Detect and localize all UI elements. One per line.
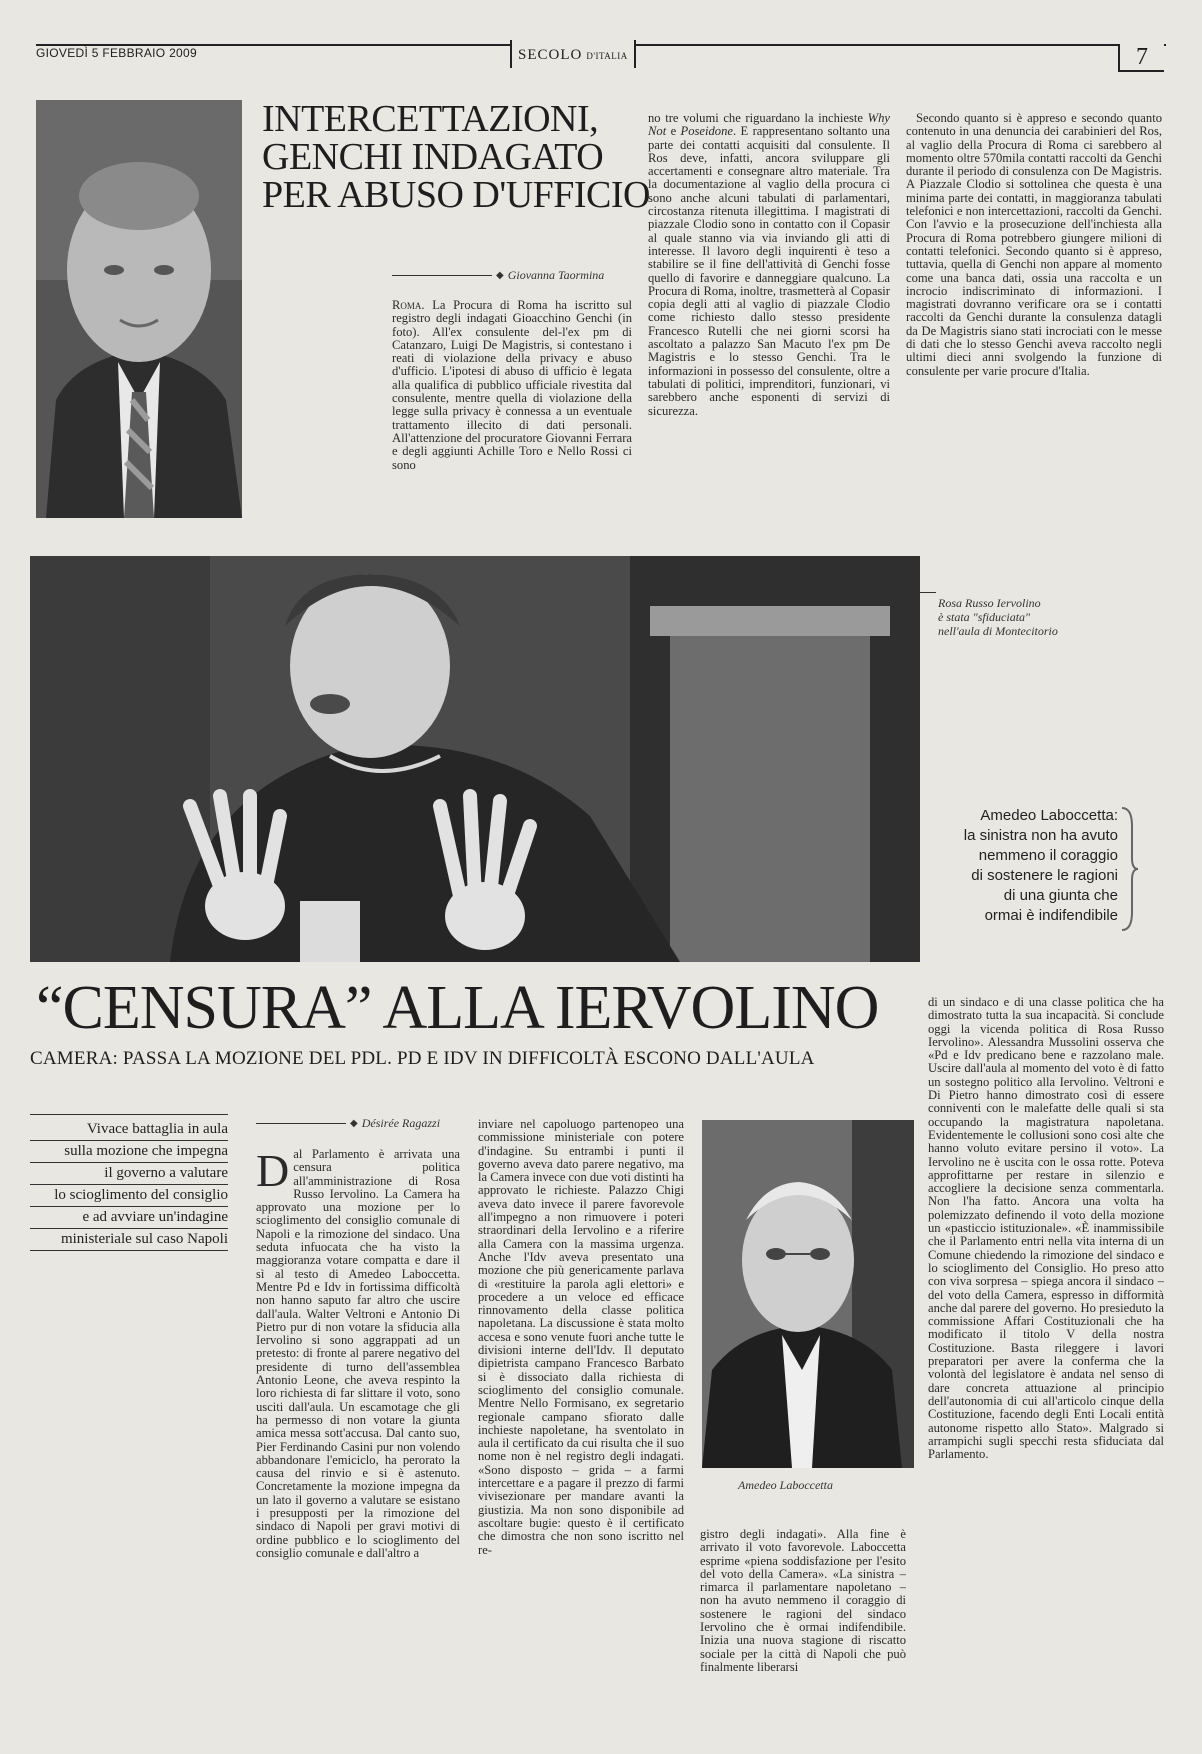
article2-col1-text: al Parlamento è arrivata una censura politica all'amministrazione di Rosa Russo Iervolino. La Camera ha approvato una mozione per lo scioglimento del consiglio comunale di Napoli e la rimozione del sindaco. Una seduta infuocata che ha visto la maggioranza votare compatta e dare il sì al testo di Amedeo Laboccetta. Mentre Pd e Idv in fortissima difficoltà non hanno saputo far altro che uscire dall'aula. Walter Veltroni e Antonio Di Pietro pur di non votare la sfiducia alla Iervolino si sono aggrappati ad un pretesto: di fronte al parere negativo del presidente di turno dell'assemblea Antonio Leone, che aveva respinto la loro richiesta di far slittare il voto, sono usciti dall'aula. Un escamotage che gli ha permesso di non votare la giunta amica messa sott'accusa. Dal canto suo, Pier Ferdinando Casini pur non volendo abbandonare l'emiciclo, ha perorato la causa del rinvio e si è astenuto. Concretamente la mozione impegna da un lato il governo a valutare se esistano i presupposti per la rimozione del sindaco di Napoli per gravi motivi di ordine pubblico e lo scioglimento del consiglio comunale e dall'altro a: [256, 1148, 460, 1560]
article2-col4-text: di un sindaco e di una classe politica che ha dimostrato tutta la sua incapacità. Si conclude oggi la vicenda politica di Rosa Russo Iervolino». Alessandra Mussolini osserva che «Pd e Idv predicano bene e razzolano male. Uscire dall'aula al momento del voto è di fatto un sostegno politico alla Iervolino. Veltroni e Di Pietro hanno dimostrato così di essere conniventi con le malefatte delle quali si sta occupando la magistratura napoletana. Evidentemente le collusioni sono così alte che hanno voluto evitare persino il voto». La Iervolino ne è uscita con le ossa rotte. Poteva approfittarne per restare in silenzio e accogliere la decisione senza commentarla. Non l'ha fatto. Ancora una volta ha polemizzato definendo il voto della mozione un «pasticcio istituzionale». «È inammissibile che il Parlamento entri nella vita interna di un Comune chiedendo la rimozione del sindaco e lo scioglimento del Consiglio. Ho preso atto con viva sorpresa – spiega ancora il sindaco – del voto della Camera, espresso in difformità anche dal parere del governo. Ho presieduto la commissione Affari Costituzionali che ha modificato il titolo V della nostra Costituzione. Basta rileggere i lavori preparatori per avere la conferma che la volontà del legislatore è andata nel senso di dare concreta attuazione al principio dell'autonomia di cui all'articolo cinque della Costituzione, facendo degli Enti Locali entità autonome rispetto allo Stato». Malgrado si arrampichi sugli specchi resta sfiduciata dal Parlamento.: [928, 996, 1164, 1462]
summary-line-2: sulla mozione che impegna: [30, 1140, 228, 1162]
masthead: [510, 40, 636, 68]
caption-rule: [920, 592, 936, 593]
article1-col2-italic: Why Not: [648, 112, 890, 139]
article2-title: “CENSURA” ALLA IERVOLINO: [36, 974, 879, 1042]
dropcap: D: [256, 1148, 290, 1196]
laboccetta-photo-caption: Amedeo Laboccetta: [738, 1478, 833, 1492]
article2-author: Désirée Ragazzi: [361, 1116, 441, 1130]
article2-summary: [30, 1114, 228, 1251]
article1-column-3: [906, 112, 1162, 522]
article1-col2-text-a: no tre volumi che riguardano la inchieste: [648, 112, 868, 125]
genchi-photo: [36, 100, 242, 518]
caption-line-1: Rosa Russo Iervolino: [938, 596, 1041, 610]
article1-col2-text-b: . E rappresentano soltanto una parte dei contatti acquisiti dal consulente. Il Ros deve, infatti, ancora sviluppare gli accertamenti e consegnare altro materiale. Tra la documentazione al vaglio della procura ci sono anche alcuni tabulati di parlamentari, circostanza ritenuta illegittima. I magistrati di piazzale Clodio sono in contatto con il Copasir al quale stanno via via inviando gli atti di interesse. Il lavoro degli inquirenti è teso a stabilire se il fine dell'attività di Genchi fosse quello di favorire e danneggiare qualcuno. La Procura di Roma, inoltre, trasmetterà al Copasir copia degli atti al vaglio di piazzale Clodio come richiesto dallo stesso presidente Francesco Rutelli che nei giorni scorsi ha ascoltato a palazzo San Macuto l'ex pm De Magistris e lo stesso Genchi. Tra le informazioni in possesso del consulente, oltre a tabulati di politici, imprenditori, funzionari, vi sarebbero anche esponenti di servizi di sicurezza.: [648, 124, 890, 418]
page-number: 7: [1118, 44, 1164, 72]
pull-quote-line-6: ormai è indifendibile: [984, 907, 1118, 924]
article1-col3-text: Secondo quanto si è appreso e secondo quanto contenuto in una denuncia dei carabinieri del Ros, al vaglio della Procura di Roma ci sarebbero al momento oltre 570mila contatti raccolti da Genchi durante il periodo di consulenza con De Magistris. A Piazzale Clodio si sottolinea che questa è una minima parte dei contatti, in maggioranza tabulati telefonici e non intercettazioni, raccolti da Genchi. Con l'avvio e la prosecuzione dell'inchiesta alla Procura di Roma potrebbero giungere milioni di contatti telefonici. Secondo quanto si è appreso, tuttavia, quella di Genchi non appare al momento come una banca dati, ossia una raccolta e un incrocio indiscriminato di informazioni. I magistrati dovranno verificare ora se i contatti raccolti da Genchi durante la consulenza datagli da De Magistris siano stati incrociati con le messe di dati che lo stesso Genchi aveva raccolto negli ultimi dieci anni svolgendo la funzione di consulente per varie procure d'Italia.: [906, 112, 1162, 378]
header-date: GIOVEDÌ 5 FEBBRAIO 2009: [36, 46, 203, 60]
article1-col1-text: . La Procura di Roma ha iscritto sul registro degli indagati Gioacchino Genchi (in foto). All'ex consulente del-l'ex pm di Catanzaro, Luigi De Magistris, si contestano i reati di violazione della privacy e abuso d'ufficio. L'ipotesi di abuso di ufficio è legata alla qualifica di pubblico ufficiale rivestita dal consulente, mentre quella di violazione della legge sulla privacy è connessa a un eventuale trattamento illecito di dati personali. All'attenzione del procuratore Giovanni Ferrara e degli aggiunti Achille Toro e Nello Rossi ci sono: [392, 299, 632, 472]
article1-author: Giovanna Taormina: [507, 268, 605, 282]
article2-column-1: [256, 1148, 460, 1736]
iervolino-photo-caption: [938, 596, 1058, 638]
summary-line-6: ministeriale sul caso Napoli: [30, 1228, 228, 1251]
article2-column-3: [700, 1528, 906, 1736]
article1-title-line1: INTERCETTAZIONI,: [262, 98, 599, 140]
genchi-photo-illustration: [36, 100, 242, 518]
byline-rule: [256, 1123, 346, 1124]
caption-line-3: nell'aula di Montecitorio: [938, 624, 1058, 638]
article1-column-1: [392, 299, 632, 521]
article2-column-4: [928, 996, 1164, 1736]
article1-column-2: [648, 112, 890, 522]
byline-rule: [392, 275, 492, 276]
page-header: [36, 38, 1166, 78]
pull-quote-line-4: di sostenere le ragioni: [971, 867, 1118, 884]
pull-quote-line-2: la sinistra non ha avuto: [963, 827, 1118, 844]
article1-byline: [392, 268, 604, 283]
pull-quote-line-1: Amedeo Laboccetta:: [980, 807, 1118, 824]
iervolino-photo-illustration: [30, 556, 920, 962]
article2-col3-text: gistro degli indagati». Alla fine è arrivato il voto favorevole. Laboccetta esprime «piena soddisfazione per l'esito del voto della Camera». «La sinistra – rimarca il parlamentare napoletano – non ha avuto nemmeno il coraggio di sostenere le ragioni del sindaco Iervolino che è ormai indifendibile. Inizia una nuova stagione di riscatto sociale per la città di Napoli che può finalmente liberarsi: [700, 1528, 906, 1674]
article1-title: [262, 100, 652, 214]
byline-diamond-icon: ◆: [350, 1118, 358, 1129]
pull-quote-line-5: di una giunta che: [1003, 887, 1118, 904]
masthead-title: SECOLO: [518, 47, 583, 63]
article2-subtitle: CAMERA: PASSA LA MOZIONE DEL PDL. PD E IDV IN DIFFICOLTÀ ESCONO DALL'AULA: [30, 1048, 815, 1069]
summary-line-1: Vivace battaglia in aula: [30, 1114, 228, 1140]
article1-col2-italic2: Poseidone: [680, 124, 733, 139]
summary-line-5: e ad avviare un'indagine: [30, 1206, 228, 1228]
pull-quote-brace-icon: [1120, 806, 1140, 932]
laboccetta-photo: [702, 1120, 914, 1468]
pull-quote-line-3: nemmeno il coraggio: [978, 847, 1118, 864]
summary-line-3: il governo a valutare: [30, 1162, 228, 1184]
pull-quote: [918, 806, 1118, 926]
article1-col2-and: e: [666, 124, 681, 139]
byline-diamond-icon: ◆: [496, 270, 504, 281]
article1-dateline: Roma: [392, 299, 422, 312]
article1-title-line3: PER ABUSO D'UFFICIO: [262, 174, 650, 216]
iervolino-photo: [30, 556, 920, 962]
article2-column-2: [478, 1118, 684, 1736]
caption-line-2: è stata "sfiduciata": [938, 610, 1031, 624]
article2-byline: [256, 1116, 440, 1131]
laboccetta-photo-illustration: [702, 1120, 914, 1468]
masthead-subtitle: D'ITALIA: [586, 51, 628, 61]
summary-line-4: lo scioglimento del consiglio: [30, 1184, 228, 1206]
article2-col2-text: inviare nel capoluogo partenopeo una commissione ministeriale con potere d'indagine. Su entrambi i punti il governo aveva dato parere negativo, ma la Camera invece con due voti distinti ha approvato le richieste. Palazzo Chigi aveva dato invece il parere favorevole all'impegno a non rimuovere i poteri straordinari della Iervolino e a riferire alla Camera con la massima urgenza. Anche l'Idv aveva presentato una mozione che più genericamente parlava di «restituire la parola agli elettori» e procedere a un veloce ed efficace rinnovamento della classe politica napoletana. La discussione è stata molto accesa e sono venute fuori anche tutte le divisioni interne dell'Idv. Il deputato dipietrista campano Francesco Barbato si è dissociato dalla richiesta di scioglimento del consiglio comunale. Mentre Nello Formisano, ex segretario regionale campano sfiorato dalle inchieste napoletane, ha sventolato in aula il certificato da cui risulta che il suo nome non è nel registro degli indagati. «Sono disposto – grida – a farmi intercettare e a pagare il prezzo di farmi vivisezionare per mandare avanti la giustizia. Ma non sono disponibile ad ascoltare bugie: questo è il certificato che dimostra che non sono iscritto nel re-: [478, 1118, 684, 1557]
article1-title-line2: GENCHI INDAGATO: [262, 136, 604, 178]
